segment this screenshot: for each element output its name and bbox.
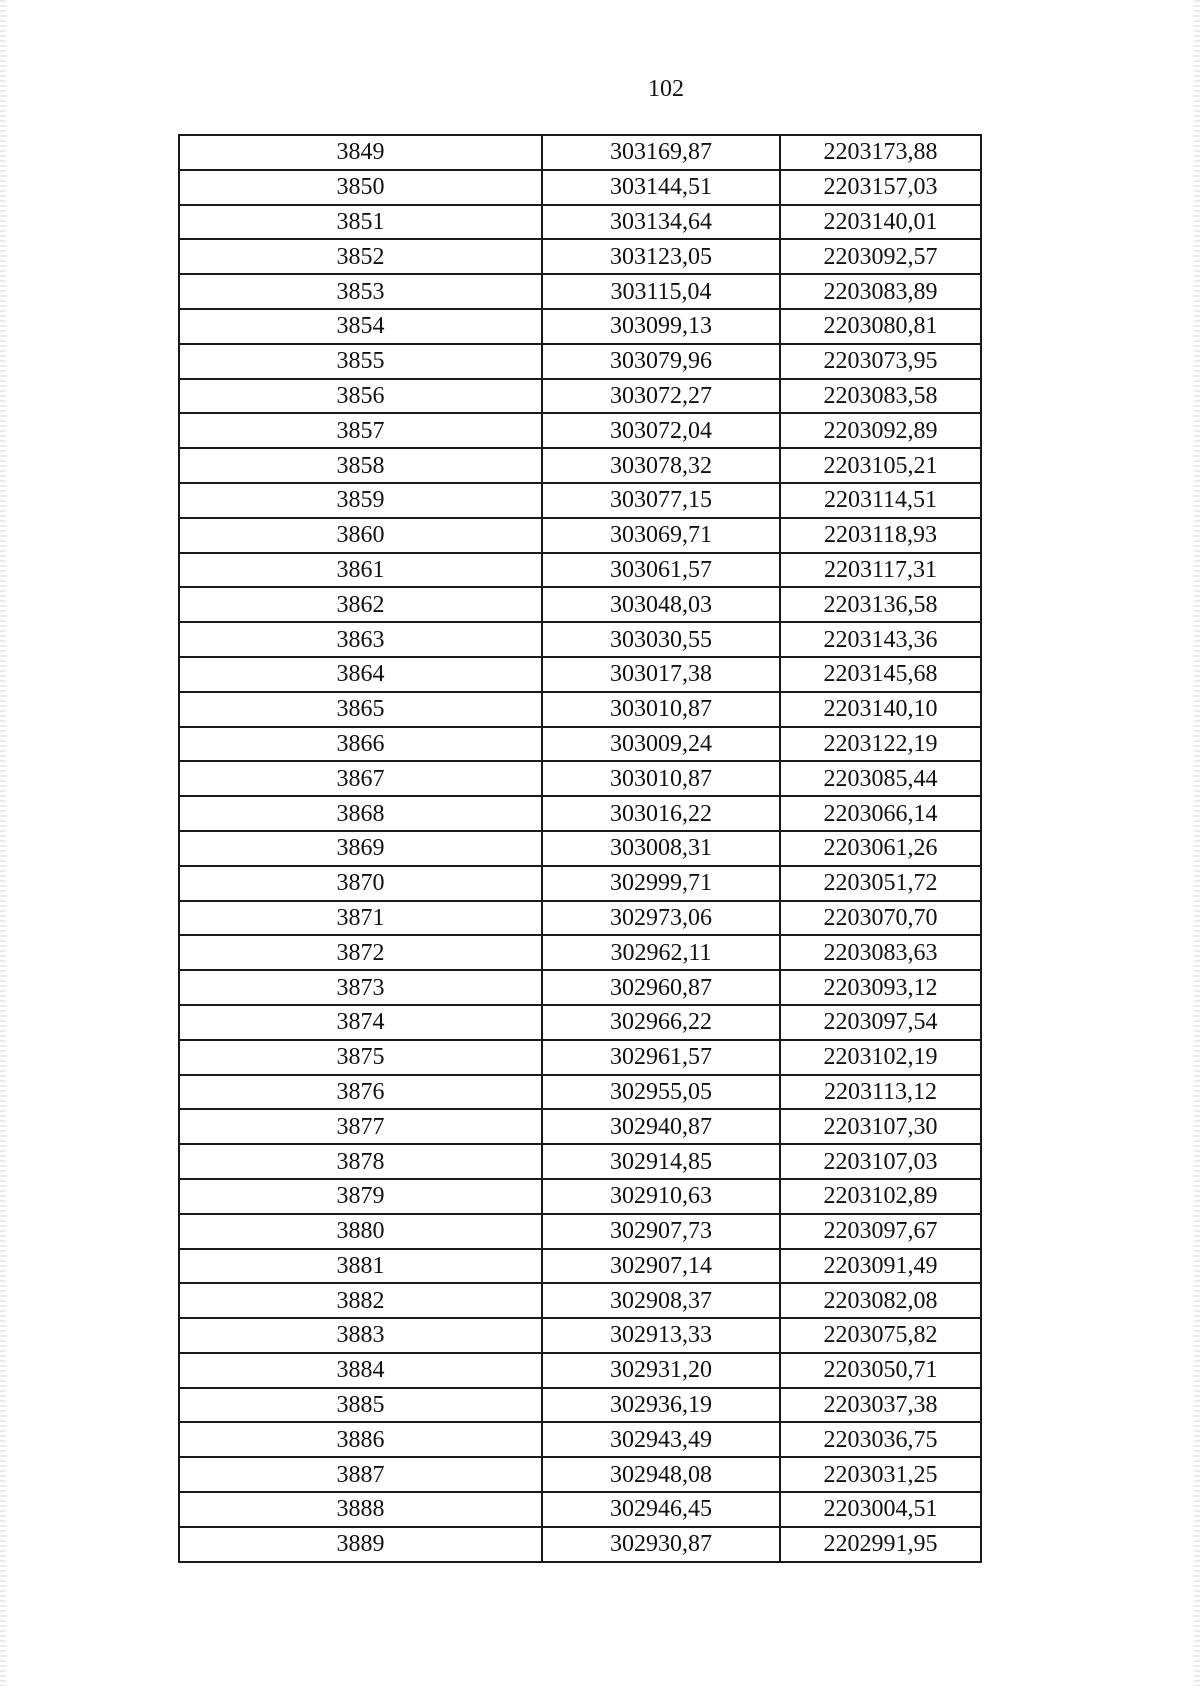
y-coordinate-cell: 2203113,12 (780, 1075, 981, 1110)
y-coordinate-cell: 2203145,68 (780, 657, 981, 692)
point-number-cell: 3872 (179, 935, 542, 970)
x-coordinate-cell: 302962,11 (542, 935, 780, 970)
x-coordinate-cell: 302999,71 (542, 866, 780, 901)
x-coordinate-cell: 303016,22 (542, 796, 780, 831)
x-coordinate-cell: 303123,05 (542, 239, 780, 274)
x-coordinate-cell: 302936,19 (542, 1388, 780, 1423)
point-number-cell: 3862 (179, 587, 542, 622)
y-coordinate-cell: 2203136,58 (780, 587, 981, 622)
point-number-cell: 3853 (179, 274, 542, 309)
point-number-cell: 3874 (179, 1005, 542, 1040)
y-coordinate-cell: 2203092,57 (780, 239, 981, 274)
point-number-cell: 3849 (179, 135, 542, 170)
point-number-cell: 3863 (179, 622, 542, 657)
y-coordinate-cell: 2203107,30 (780, 1109, 981, 1144)
y-coordinate-cell: 2203114,51 (780, 483, 981, 518)
x-coordinate-cell: 303008,31 (542, 831, 780, 866)
point-number-cell: 3861 (179, 553, 542, 588)
point-number-cell: 3887 (179, 1457, 542, 1492)
table-row (179, 1109, 981, 1144)
point-number-cell: 3882 (179, 1283, 542, 1318)
y-coordinate-cell: 2203093,12 (780, 970, 981, 1005)
x-coordinate-cell: 303072,04 (542, 413, 780, 448)
x-coordinate-cell: 303077,15 (542, 483, 780, 518)
x-coordinate-cell: 302960,87 (542, 970, 780, 1005)
table-row (179, 1144, 981, 1179)
x-coordinate-cell: 302907,73 (542, 1214, 780, 1249)
table-row (179, 1318, 981, 1353)
y-coordinate-cell: 2203097,54 (780, 1005, 981, 1040)
point-number-cell: 3857 (179, 413, 542, 448)
scan-edge-left (0, 0, 6, 1686)
table-row (179, 1179, 981, 1214)
table-row (179, 1527, 981, 1562)
point-number-cell: 3889 (179, 1527, 542, 1562)
table-row (179, 1214, 981, 1249)
y-coordinate-cell: 2203031,25 (780, 1457, 981, 1492)
y-coordinate-cell: 2203157,03 (780, 170, 981, 205)
table-row (179, 1353, 981, 1388)
point-number-cell: 3864 (179, 657, 542, 692)
y-coordinate-cell: 2203143,36 (780, 622, 981, 657)
y-coordinate-cell: 2203102,19 (780, 1040, 981, 1075)
y-coordinate-cell: 2203083,89 (780, 274, 981, 309)
x-coordinate-cell: 303144,51 (542, 170, 780, 205)
x-coordinate-cell: 303030,55 (542, 622, 780, 657)
point-number-cell: 3885 (179, 1388, 542, 1423)
x-coordinate-cell: 303169,87 (542, 135, 780, 170)
point-number-cell: 3851 (179, 205, 542, 240)
table-row (179, 727, 981, 762)
table-row (179, 448, 981, 483)
x-coordinate-cell: 303069,71 (542, 518, 780, 553)
point-number-cell: 3876 (179, 1075, 542, 1110)
x-coordinate-cell: 302913,33 (542, 1318, 780, 1353)
table-row (179, 1492, 981, 1527)
table-row (179, 1249, 981, 1284)
table-row (179, 135, 981, 170)
y-coordinate-cell: 2203082,08 (780, 1283, 981, 1318)
x-coordinate-cell: 303079,96 (542, 344, 780, 379)
table-row (179, 274, 981, 309)
table-row (179, 1005, 981, 1040)
page-number-container (0, 74, 1200, 104)
point-number-cell: 3884 (179, 1353, 542, 1388)
point-number-cell: 3883 (179, 1318, 542, 1353)
point-number-cell: 3856 (179, 379, 542, 414)
point-number-cell: 3871 (179, 901, 542, 936)
table-row (179, 901, 981, 936)
y-coordinate-cell: 2203097,67 (780, 1214, 981, 1249)
y-coordinate-cell: 2203122,19 (780, 727, 981, 762)
page-number: 102 (648, 76, 684, 102)
point-number-cell: 3860 (179, 518, 542, 553)
point-number-cell: 3865 (179, 692, 542, 727)
x-coordinate-cell: 302946,45 (542, 1492, 780, 1527)
table-row (179, 553, 981, 588)
x-coordinate-cell: 303115,04 (542, 274, 780, 309)
x-coordinate-cell: 303010,87 (542, 761, 780, 796)
x-coordinate-cell: 303061,57 (542, 553, 780, 588)
table-row (179, 831, 981, 866)
point-number-cell: 3881 (179, 1249, 542, 1284)
x-coordinate-cell: 303099,13 (542, 309, 780, 344)
x-coordinate-cell: 302955,05 (542, 1075, 780, 1110)
point-number-cell: 3866 (179, 727, 542, 762)
point-number-cell: 3869 (179, 831, 542, 866)
y-coordinate-cell: 2203091,49 (780, 1249, 981, 1284)
x-coordinate-cell: 303078,32 (542, 448, 780, 483)
table-row (179, 413, 981, 448)
table-row (179, 970, 981, 1005)
table-row (179, 344, 981, 379)
y-coordinate-cell: 2203066,14 (780, 796, 981, 831)
y-coordinate-cell: 2203037,38 (780, 1388, 981, 1423)
x-coordinate-cell: 302961,57 (542, 1040, 780, 1075)
y-coordinate-cell: 2203083,58 (780, 379, 981, 414)
point-number-cell: 3852 (179, 239, 542, 274)
table-row (179, 483, 981, 518)
y-coordinate-cell: 2203083,63 (780, 935, 981, 970)
table-row (179, 1388, 981, 1423)
table-row (179, 866, 981, 901)
y-coordinate-cell: 2203051,72 (780, 866, 981, 901)
table-row (179, 1422, 981, 1457)
x-coordinate-cell: 303072,27 (542, 379, 780, 414)
table-row (179, 622, 981, 657)
table-row (179, 935, 981, 970)
x-coordinate-cell: 303010,87 (542, 692, 780, 727)
y-coordinate-cell: 2203004,51 (780, 1492, 981, 1527)
point-number-cell: 3850 (179, 170, 542, 205)
table-row (179, 1283, 981, 1318)
point-number-cell: 3858 (179, 448, 542, 483)
y-coordinate-cell: 2203050,71 (780, 1353, 981, 1388)
x-coordinate-cell: 302930,87 (542, 1527, 780, 1562)
x-coordinate-cell: 303134,64 (542, 205, 780, 240)
x-coordinate-cell: 302910,63 (542, 1179, 780, 1214)
table-row (179, 205, 981, 240)
table-row (179, 379, 981, 414)
y-coordinate-cell: 2203085,44 (780, 761, 981, 796)
y-coordinate-cell: 2203102,89 (780, 1179, 981, 1214)
point-number-cell: 3855 (179, 344, 542, 379)
x-coordinate-cell: 302943,49 (542, 1422, 780, 1457)
x-coordinate-cell: 302907,14 (542, 1249, 780, 1284)
y-coordinate-cell: 2203117,31 (780, 553, 981, 588)
y-coordinate-cell: 2203140,10 (780, 692, 981, 727)
table-row (179, 657, 981, 692)
y-coordinate-cell: 2203075,82 (780, 1318, 981, 1353)
x-coordinate-cell: 303017,38 (542, 657, 780, 692)
point-number-cell: 3867 (179, 761, 542, 796)
point-number-cell: 3877 (179, 1109, 542, 1144)
table-row (179, 1075, 981, 1110)
point-number-cell: 3870 (179, 866, 542, 901)
y-coordinate-cell: 2203073,95 (780, 344, 981, 379)
table-row (179, 1040, 981, 1075)
y-coordinate-cell: 2203173,88 (780, 135, 981, 170)
point-number-cell: 3878 (179, 1144, 542, 1179)
x-coordinate-cell: 302966,22 (542, 1005, 780, 1040)
x-coordinate-cell: 302948,08 (542, 1457, 780, 1492)
y-coordinate-cell: 2203036,75 (780, 1422, 981, 1457)
y-coordinate-cell: 2203080,81 (780, 309, 981, 344)
point-number-cell: 3880 (179, 1214, 542, 1249)
table-row (179, 1457, 981, 1492)
y-coordinate-cell: 2202991,95 (780, 1527, 981, 1562)
point-number-cell: 3859 (179, 483, 542, 518)
table-row (179, 309, 981, 344)
point-number-cell: 3875 (179, 1040, 542, 1075)
x-coordinate-cell: 302940,87 (542, 1109, 780, 1144)
table-row (179, 239, 981, 274)
x-coordinate-cell: 302931,20 (542, 1353, 780, 1388)
table-row (179, 170, 981, 205)
point-number-cell: 3886 (179, 1422, 542, 1457)
x-coordinate-cell: 303048,03 (542, 587, 780, 622)
y-coordinate-cell: 2203107,03 (780, 1144, 981, 1179)
point-number-cell: 3873 (179, 970, 542, 1005)
coordinates-table-body (179, 135, 981, 1562)
x-coordinate-cell: 302973,06 (542, 901, 780, 936)
table-row (179, 518, 981, 553)
x-coordinate-cell: 302914,85 (542, 1144, 780, 1179)
y-coordinate-cell: 2203118,93 (780, 518, 981, 553)
point-number-cell: 3854 (179, 309, 542, 344)
scan-edge-right (1194, 0, 1200, 1686)
y-coordinate-cell: 2203061,26 (780, 831, 981, 866)
point-number-cell: 3879 (179, 1179, 542, 1214)
table-row (179, 587, 981, 622)
y-coordinate-cell: 2203140,01 (780, 205, 981, 240)
coordinates-table (178, 134, 982, 1563)
table-row (179, 796, 981, 831)
point-number-cell: 3888 (179, 1492, 542, 1527)
x-coordinate-cell: 302908,37 (542, 1283, 780, 1318)
x-coordinate-cell: 303009,24 (542, 727, 780, 762)
y-coordinate-cell: 2203105,21 (780, 448, 981, 483)
y-coordinate-cell: 2203092,89 (780, 413, 981, 448)
table-row (179, 761, 981, 796)
y-coordinate-cell: 2203070,70 (780, 901, 981, 936)
table-row (179, 692, 981, 727)
point-number-cell: 3868 (179, 796, 542, 831)
